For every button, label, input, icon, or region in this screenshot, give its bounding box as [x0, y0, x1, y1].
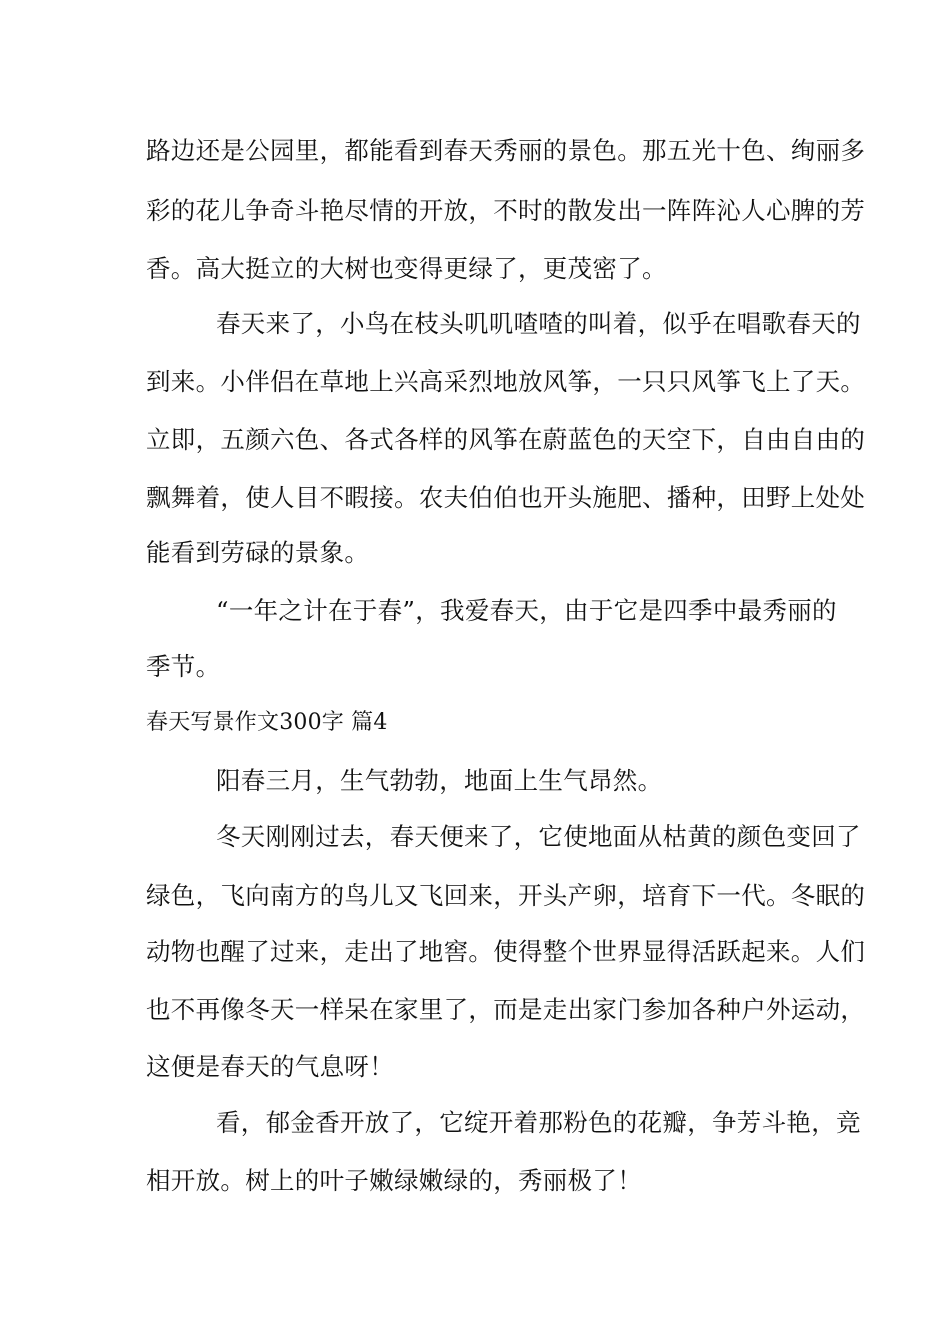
paragraph-line: 能看到劳碌的景象。	[146, 538, 370, 567]
paragraph-line: “一年之计在于春”，我爱春天，由于它是四季中最秀丽的	[216, 596, 837, 625]
paragraph-line: 到来。小伴侣在草地上兴高采烈地放风筝，一只只风筝飞上了天。	[146, 367, 866, 396]
paragraph-line: 阳春三月，生气勃勃，地面上生气昂然。	[216, 766, 663, 795]
paragraph-line: 也不再像冬天一样呆在家里了，而是走出家门参加各种户外运动，	[146, 995, 866, 1024]
paragraph-line: 动物也醒了过来，走出了地窖。使得整个世界显得活跃起来。人们	[146, 937, 866, 966]
paragraph-line: 路边还是公园里，都能看到春天秀丽的景色。那五光十色、绚丽多	[146, 136, 866, 165]
paragraph-line: 飘舞着，使人目不暇接。农夫伯伯也开头施肥、播种，田野上处处	[146, 483, 866, 512]
paragraph-line: 立即，五颜六色、各式各样的风筝在蔚蓝色的天空下，自由自由的	[146, 425, 866, 454]
paragraph-line: 冬天刚刚过去，春天便来了，它使地面从枯黄的颜色变回了	[216, 822, 861, 851]
paragraph-line: 香。高大挺立的大树也变得更绿了，更茂密了。	[146, 254, 667, 283]
paragraph-line: 绿色，飞向南方的鸟儿又飞回来，开头产卵，培育下一代。冬眠的	[146, 881, 866, 910]
paragraph-line: 相开放。树上的叶子嫩绿嫩绿的，秀丽极了！	[146, 1166, 642, 1195]
paragraph-line: 看，郁金香开放了，它绽开着那粉色的花瓣，争芳斗艳，竞	[216, 1108, 861, 1137]
section-heading: 春天写景作文300字 篇4	[146, 710, 388, 735]
paragraph-line: 春天来了，小鸟在枝头叽叽喳喳的叫着，似乎在唱歌春天的	[216, 309, 861, 338]
paragraph-line: 季节。	[146, 652, 221, 681]
paragraph-line: 彩的花儿争奇斗艳尽情的开放，不时的散发出一阵阵沁人心脾的芳	[146, 196, 866, 225]
paragraph-line: 这便是春天的气息呀！	[146, 1052, 394, 1081]
